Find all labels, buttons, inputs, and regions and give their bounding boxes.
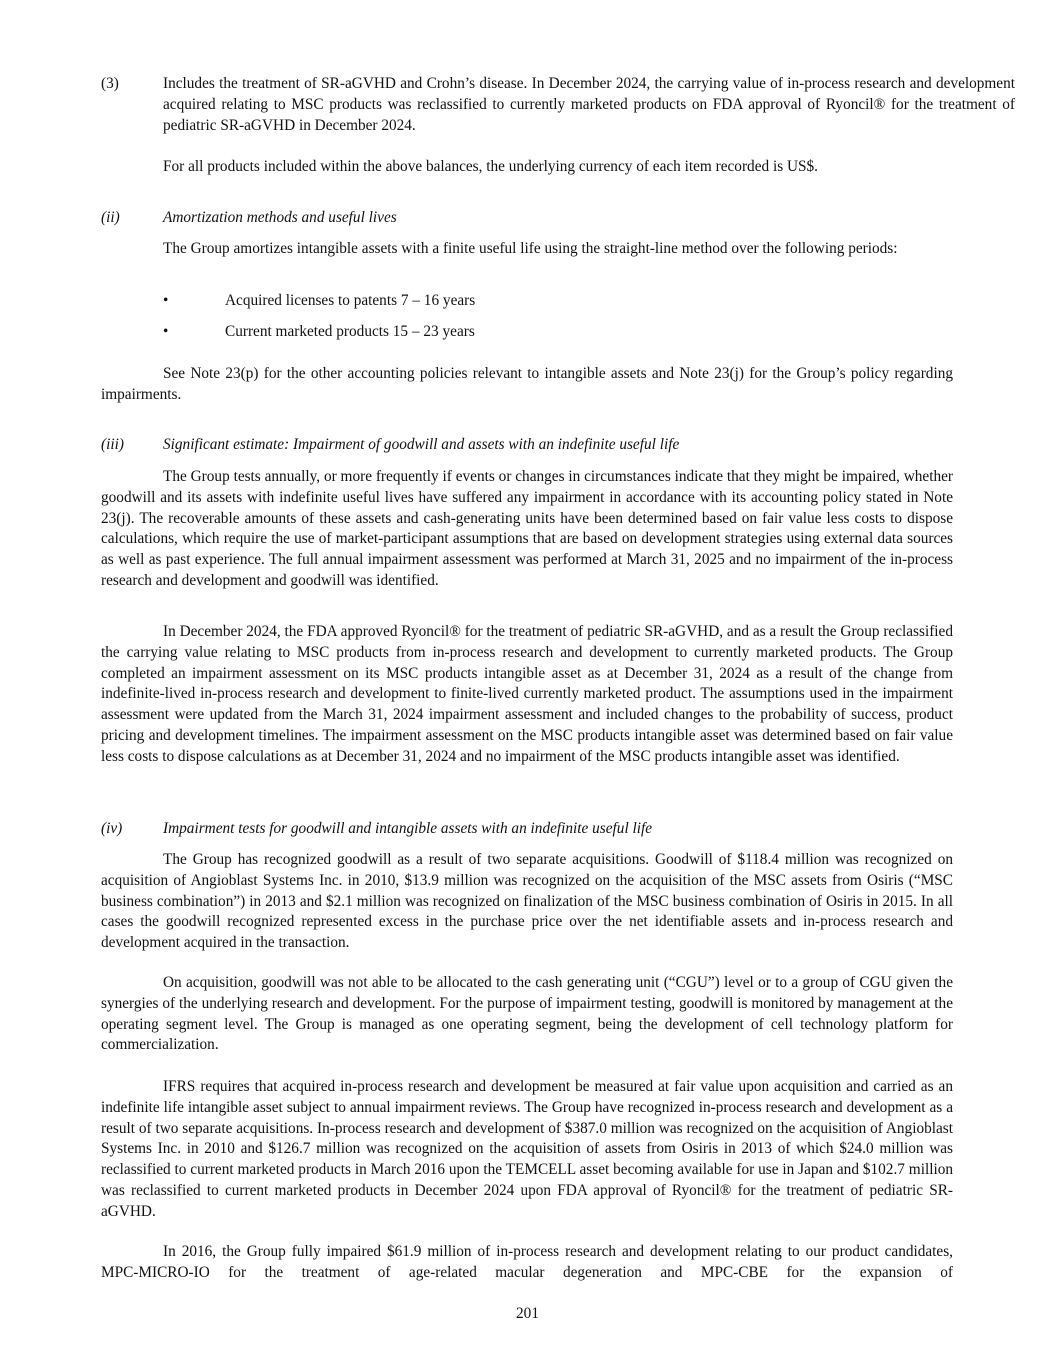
currency-note: For all products included within the above balances, the underlying currency of each item recorded is US$. [163, 158, 819, 175]
section-marker: (iii) [101, 436, 124, 453]
paragraph: The Group has recognized goodwill as a result of two separate acquisitions. Goodwill of $118.4 million was recognized on acquisition of Angioblast Systems Inc. in 2010, $13.9 million was recognized on the acquisition of the MSC assets from Osiris (“MSC business combination”) in 2013 and $2.1 million was recognized on finalization of the MSC business combination of Osiris in 2015. In all cases the goodwill recognized represented excess in the purchase price over the net identifiable assets and in-process research and development acquired in the transaction. [101, 851, 953, 952]
bullet-icon: • [163, 323, 169, 340]
section-title: Amortization methods and useful lives [163, 209, 397, 226]
footnote-3 [101, 74, 1015, 136]
paragraph: On acquisition, goodwill was not able to be allocated to the cash generating unit (“CGU”) level or to a group of CGU given the synergies of the underlying research and development. For the purpose of impairment testing, goodwill is monitored by management at the operating segment level. The Group is managed as one operating segment, being the development of cell technology platform for commercialization. [101, 974, 953, 1054]
section-marker: (iv) [101, 820, 123, 837]
section-ii-heading [101, 208, 1015, 229]
paragraph: In December 2024, the FDA approved Ryoncil® for the treatment of pediatric SR-aGVHD, and as a result the Group reclassified the carrying value relating to MSC products from in-process research and development to currently marketed products. The Group completed an impairment assessment on its MSC products intangible asset as at December 31, 2024 as a result of the change from indefinite-lived in-process research and development to finite-lived currently marketed product. The assumptions used in the impairment assessment were updated from the March 31, 2024 impairment assessment and included changes to the probability of success, product pricing and development timelines. The impairment assessment on the MSC products intangible asset was determined based on fair value less costs to dispose calculations as at December 31, 2024 and no impairment of the MSC products intangible asset was identified. [101, 623, 953, 765]
paragraph: The Group tests annually, or more frequently if events or changes in circumstances indicate that they might be impaired, whether goodwill and its assets with indefinite useful lives have suffered any impairment in accordance with its accounting policy stated in Note 23(j). The recoverable amounts of these assets and cash-generating units have been determined based on fair value less costs to dispose calculations, which require the use of market-participant assumptions that are based on development strategies using external data sources as well as past experience. The full annual impairment assessment was performed at March 31, 2025 and no impairment of the in-process research and development and goodwill was identified. [101, 468, 953, 589]
bullet-icon: • [163, 292, 169, 309]
paragraph: IFRS requires that acquired in-process research and development be measured at fair value upon acquisition and carried as an indefinite life intangible asset subject to annual impairment reviews. The Group have recognized in-process research and development as a result of two separate acquisitions. In-process research and development of $387.0 million was recognized on the acquisition of Angioblast Systems Inc. in 2010 and $126.7 million was recognized on the acquisition of assets from Osiris in 2013 of which $24.0 million was reclassified to current marketed products in March 2016 upon the TEMCELL asset becoming available for use in Japan and $102.7 million was reclassified to current marketed products in December 2024 upon FDA approval of Ryoncil® for the treatment of pediatric SR-aGVHD. [101, 1078, 953, 1220]
bullet-text: Acquired licenses to patents 7 – 16 years [225, 292, 476, 309]
amortization-intro: The Group amortizes intangible assets with a finite useful life using the straight-line method over the following periods: [163, 240, 898, 257]
section-title: Impairment tests for goodwill and intangible assets with an indefinite useful life [163, 820, 653, 837]
see-note-paragraph: See Note 23(p) for the other accounting policies relevant to intangible assets and Note 23(j) for the Group’s policy regarding impairments. [101, 365, 953, 403]
footnote-text: Includes the treatment of SR-aGVHD and Crohn’s disease. In December 2024, the carrying value of in-process research and development acquired relating to MSC products was reclassified to currently marketed products on FDA approval of Ryoncil® for the treatment of pediatric SR-aGVHD in December 2024. [163, 75, 1015, 134]
footnote-marker: (3) [101, 75, 119, 92]
section-title: Significant estimate: Impairment of goodwill and assets with an indefinite useful life [163, 436, 680, 453]
bullet-text: Current marketed products 15 – 23 years [225, 323, 475, 340]
page-number: 201 [516, 1305, 539, 1322]
section-iii-heading [101, 435, 1015, 456]
section-marker: (ii) [101, 209, 120, 226]
section-iv-heading [101, 819, 1015, 840]
paragraph: In 2016, the Group fully impaired $61.9 million of in-process research and development relating to our product candidates, MPC-MICRO-IO for the treatment of age-related macular degeneration and MPC-CBE for the expansion of [101, 1243, 953, 1281]
